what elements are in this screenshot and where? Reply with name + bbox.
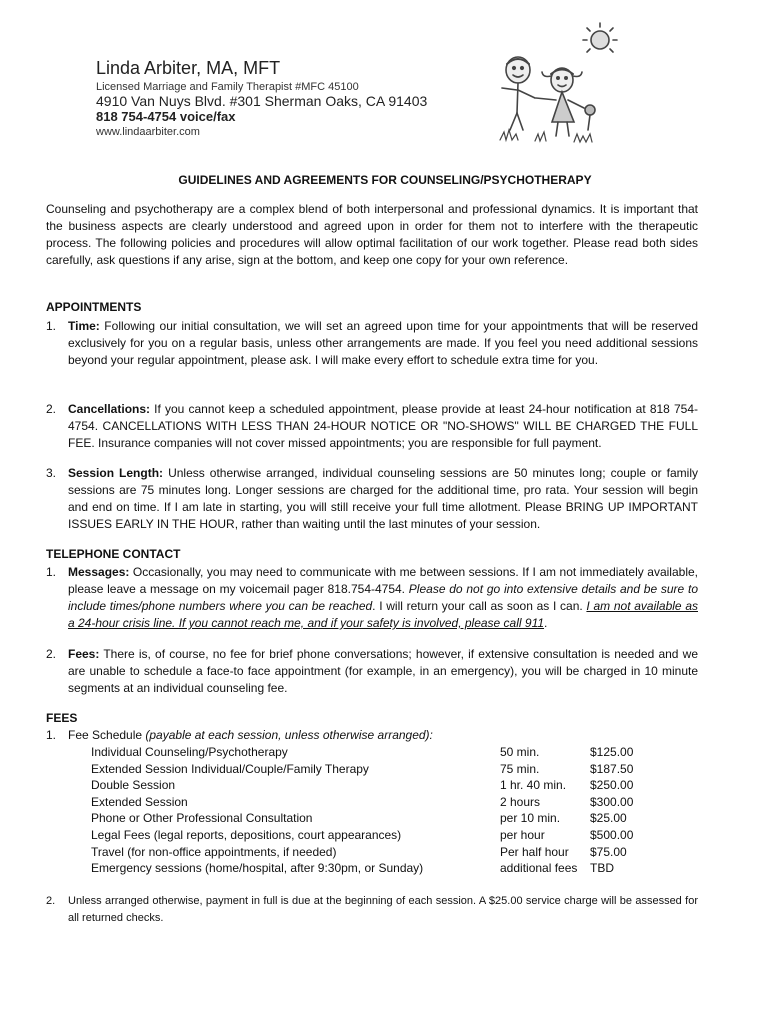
list-number: 2. bbox=[46, 402, 57, 416]
fee-service-cell: Extended Session bbox=[91, 794, 188, 809]
list-item-text bbox=[68, 564, 698, 632]
list-item-cancellations bbox=[46, 401, 698, 452]
item-body: Unless otherwise arranged, individual counseling sessions are 50 minutes long; couple or family sessions are 75 minutes long. Longer sessions are charged for the additional time, pro rata. Your session will begin and end on time. If I am late in starting, you will still receive your full time allotment. Please BRING UP IMPORTANT ISSUES EARLY IN THE HOUR, rather than waiting until the last minutes of your session. bbox=[68, 466, 698, 531]
item-body: . I will return your call as soon as I can. bbox=[372, 599, 587, 613]
item-label: Cancellations: bbox=[68, 402, 151, 416]
item-body: . bbox=[544, 616, 548, 630]
fee-price-cell: TBD bbox=[590, 861, 614, 876]
table-row bbox=[91, 794, 660, 811]
table-row bbox=[91, 744, 660, 761]
fee-unit-cell: 1 hr. 40 min. bbox=[500, 778, 567, 793]
fee-unit-cell: additional fees bbox=[500, 861, 578, 876]
list-item-phone-fees bbox=[46, 646, 698, 697]
list-item-fee-schedule bbox=[46, 727, 698, 744]
therapist-name: Linda Arbiter, MA, MFT bbox=[96, 58, 281, 78]
item-body: Following our initial consultation, we will set an agreed upon time for your appointments that will be reserved exclusively for you on a regular basis, unless other arrangements are made. If you feel you need additional sessions beyond your regular appointment, please ask. I will make every effort to schedule extra time for you. bbox=[68, 319, 698, 367]
list-item-text bbox=[68, 727, 698, 744]
fee-table-body bbox=[91, 744, 660, 877]
item-label: Session Length: bbox=[68, 466, 164, 480]
list-item-session-length bbox=[46, 465, 698, 533]
item-italic-note: (payable at each session, unless otherwise arranged): bbox=[145, 728, 433, 742]
table-row bbox=[91, 810, 660, 827]
fee-unit-cell: per 10 min. bbox=[500, 811, 561, 826]
telephone-heading: TELEPHONE CONTACT bbox=[46, 547, 181, 561]
list-number: 1. bbox=[46, 319, 57, 333]
item-label: Messages: bbox=[68, 565, 130, 579]
fee-service-cell: Phone or Other Professional Consultation bbox=[91, 811, 313, 826]
list-item-payment bbox=[46, 893, 698, 927]
list-item-text bbox=[68, 465, 698, 533]
list-item-messages bbox=[46, 564, 698, 632]
phone-line: 818 754-4754 voice/fax bbox=[96, 109, 236, 124]
list-item-text bbox=[68, 318, 698, 369]
office-address: 4910 Van Nuys Blvd. #301 Sherman Oaks, CA 91403 bbox=[96, 93, 428, 109]
table-row bbox=[91, 777, 660, 794]
fee-service-cell: Individual Counseling/Psychotherapy bbox=[91, 745, 288, 759]
license-line: Licensed Marriage and Family Therapist #MFC 45100 bbox=[96, 81, 359, 93]
fee-service-cell: Double Session bbox=[91, 778, 176, 793]
fee-unit-cell: Per half hour bbox=[500, 844, 569, 859]
website-link[interactable]: www.lindaarbiter.com bbox=[96, 126, 200, 138]
list-number: 2. bbox=[46, 895, 56, 907]
document-title: GUIDELINES AND AGREEMENTS FOR COUNSELING/PSYCHOTHERAPY bbox=[178, 173, 592, 187]
appointments-heading: APPOINTMENTS bbox=[46, 300, 142, 314]
item-label: Fee Schedule bbox=[68, 728, 146, 742]
fee-price-cell: $125.00 bbox=[590, 745, 634, 759]
intro-paragraph: Counseling and psychotherapy are a complex blend of both interpersonal and professional dynamics. It is important that the business aspects are clearly understood and agreed upon in order for them not to interfere with the therapeutic process. The following policies and procedures will allow optimal facilitation of our work together. Please read both sides carefully, ask questions if any arise, sign at the bottom, and keep one copy for your own reference. bbox=[46, 202, 698, 267]
fee-unit-cell: 2 hours bbox=[500, 794, 541, 809]
item-label: Fees: bbox=[68, 647, 100, 661]
fee-unit-cell: per hour bbox=[500, 827, 545, 842]
item-body: There is, of course, no fee for brief phone conversations; however, if extensive consultation is needed and we are unable to schedule a face-to face appointment (for example, in an emergency), you will be charged in 10 minute segments at an individual counseling fee. bbox=[68, 647, 698, 695]
list-item-text bbox=[68, 401, 698, 452]
list-item-text: Unless arranged otherwise, payment in full is due at the beginning of each session. A $25.00 service charge will be assessed for all returned checks. bbox=[68, 895, 698, 924]
table-row bbox=[91, 827, 660, 844]
table-row bbox=[91, 761, 660, 778]
list-number: 1. bbox=[46, 565, 57, 579]
fee-price-cell: $500.00 bbox=[590, 827, 634, 842]
fee-unit-cell: 50 min. bbox=[500, 745, 540, 759]
fee-service-cell: Emergency sessions (home/hospital, after 9:30pm, or Sunday) bbox=[91, 861, 424, 876]
table-row bbox=[91, 860, 660, 877]
fee-price-cell: $250.00 bbox=[590, 778, 634, 793]
list-item-time bbox=[46, 318, 698, 369]
fee-table bbox=[91, 744, 660, 877]
item-italic-note: Please do not go into extensive details and be sure to include times/phone numbers where you can be reached bbox=[68, 582, 699, 613]
fee-price-cell: $300.00 bbox=[590, 794, 634, 809]
item-body: If you cannot keep a scheduled appointment, please provide at least 24-hour notification at 818 754-4754. CANCELLATIONS WITH LESS THAN 24-HOUR NOTICE OR "NO-SHOWS" WILL BE CHARGED THE FULL FEE. Insurance companies will not cover missed appointments; you are responsible for full payment. bbox=[68, 402, 698, 450]
fee-price-cell: $187.50 bbox=[590, 761, 634, 776]
table-row bbox=[91, 844, 660, 861]
fee-service-cell: Legal Fees (legal reports, depositions, court appearances) bbox=[91, 827, 402, 842]
crisis-warning: I am not available as a 24-hour crisis line. If you cannot reach me, and if your safety is involved, please call 911 bbox=[68, 599, 698, 630]
item-label: Time: bbox=[68, 319, 100, 333]
fee-service-cell: Travel (for non-office appointments, if needed) bbox=[91, 844, 337, 859]
fee-unit-cell: 75 min. bbox=[500, 761, 540, 776]
fees-heading: FEES bbox=[46, 711, 78, 725]
list-number: 1. bbox=[46, 728, 57, 742]
list-number: 3. bbox=[46, 466, 57, 480]
list-number: 2. bbox=[46, 647, 57, 661]
item-body: Occasionally, you may need to communicate with me between sessions. If I am not immediately available, please leave a message on my voicemail pager 818.754-4754. bbox=[68, 565, 698, 596]
list-item-text bbox=[68, 646, 698, 697]
fee-price-cell: $25.00 bbox=[590, 811, 627, 826]
children-sun-logo-icon bbox=[490, 18, 630, 158]
fee-price-cell: $75.00 bbox=[590, 844, 627, 859]
fee-service-cell: Extended Session Individual/Couple/Family Therapy bbox=[91, 761, 369, 776]
